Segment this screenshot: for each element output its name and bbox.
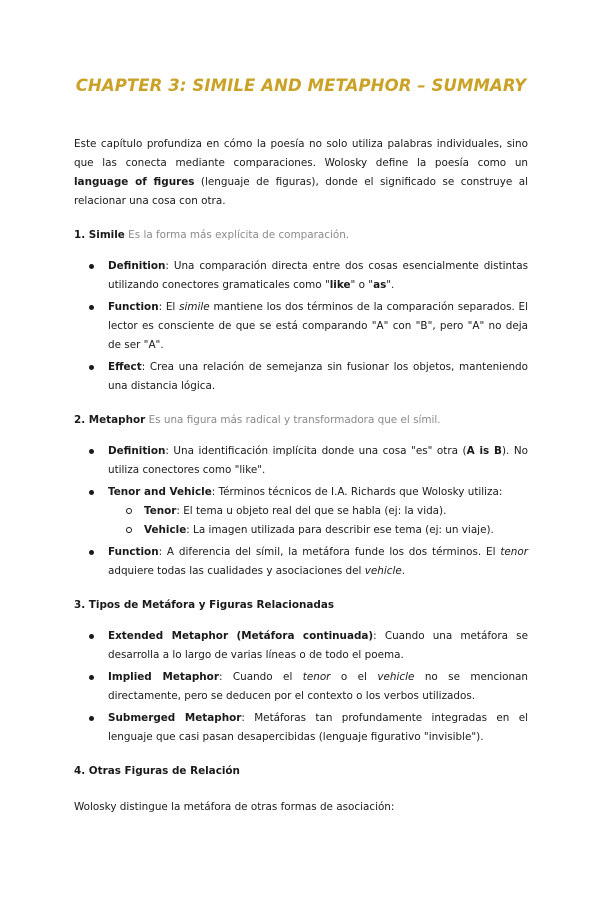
metaphor-list (74, 442, 528, 581)
section-heading-otras: 4. Otras Figuras de Relación (74, 765, 240, 777)
section-heading-simile: 1. Simile Es la forma más explícita de comparación. (74, 229, 350, 241)
list-item: Definition: Una comparación directa entre dos cosas esencialmente distintas utilizando conectores gramaticales como "like" o "as". (108, 257, 528, 295)
list-item: Submerged Metaphor: Metáforas tan profundamente integradas en el lenguaje que casi pasan desapercibidas (lenguaje figurativo "invisible"). (108, 709, 528, 747)
list-item: Effect: Crea una relación de semejanza sin fusionar los objetos, manteniendo una distancia lógica. (108, 358, 528, 396)
list-item: Implied Metaphor: Cuando el tenor o el vehicle no se mencionan directamente, pero se deducen por el contexto o los verbos utilizados. (108, 668, 528, 706)
language-of-figures-term: language of figures (74, 176, 195, 188)
sublist-item: Tenor: El tema u objeto real del que se habla (ej: la vida). (144, 502, 528, 521)
tenor-vehicle-sublist (108, 502, 528, 540)
tipos-list (74, 627, 528, 747)
simile-list (74, 257, 528, 396)
otras-paragraph: Wolosky distingue la metáfora de otras formas de asociación: (74, 801, 395, 813)
chapter-title: CHAPTER 3: SIMILE AND METAPHOR – SUMMARY (75, 76, 527, 95)
document-page (0, 76, 600, 924)
section-heading-metaphor: 2. Metaphor Es una figura más radical y transformadora que el símil. (74, 414, 441, 426)
sublist-item: Vehicle: La imagen utilizada para describir ese tema (ej: un viaje). (144, 521, 528, 540)
section-heading-tipos: 3. Tipos de Metáfora y Figuras Relacionadas (74, 599, 335, 611)
list-item: Function: El simile mantiene los dos términos de la comparación separados. El lector es consciente de que se está comparando "A" con "B", pero "A" no deja de ser "A". (108, 298, 528, 355)
list-item: Function: A diferencia del símil, la metáfora funde los dos términos. El tenor adquiere todas las cualidades y asociaciones del vehicle. (108, 543, 528, 581)
list-item: Extended Metaphor (Metáfora continuada): Cuando una metáfora se desarrolla a lo largo de varias líneas o de todo el poema. (108, 627, 528, 665)
list-item: Definition: Una identificación implícita donde una cosa "es" otra (A is B). No utiliza conectores como "like". (108, 442, 528, 480)
list-item: Tenor and Vehicle: Términos técnicos de I.A. Richards que Wolosky utiliza: Tenor: El tema u objeto real del que se habla (ej: la vida). Vehicle: La imagen utilizada para describir ese tema (ej: un viaje). (108, 483, 528, 540)
intro-paragraph: Este capítulo profundiza en cómo la poesía no solo utiliza palabras individuales, sino que las conecta mediante comparaciones. Wolosky define la poesía como un language of figures (lenguaje de figuras), donde el significado se construye al relacionar una cosa con otra. (74, 138, 529, 207)
